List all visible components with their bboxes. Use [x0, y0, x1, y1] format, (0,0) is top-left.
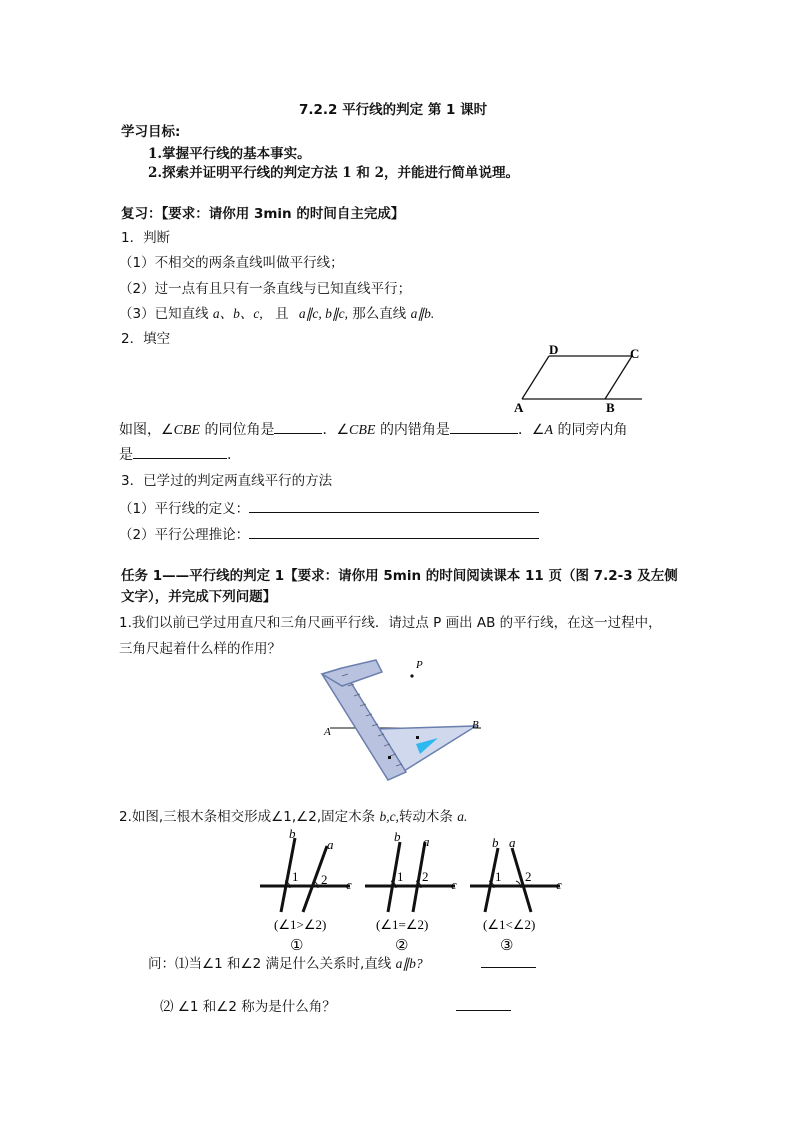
fig3-number: ③ — [500, 938, 514, 954]
fig2-number: ② — [395, 938, 409, 954]
ask-1 — [148, 955, 423, 973]
answer-blank-ask-1[interactable] — [481, 967, 536, 968]
fig3-label-b: b — [492, 835, 499, 850]
task1-heading-line-2: 文字），并完成下列问题】 — [121, 589, 277, 605]
q2-var-a: a. — [457, 809, 468, 824]
page-title: 7.2.2 平行线的判定 第 1 课时 — [299, 102, 488, 118]
fig3-caption: (∠1<∠2) — [483, 917, 536, 932]
side-bc — [605, 356, 632, 399]
q3-item-2-label: （2）平行公理推论： — [119, 527, 250, 543]
fig3-label-1: 1 — [495, 869, 502, 884]
fig2-label-a: a — [423, 834, 430, 849]
ruler-vertical-arm — [322, 668, 406, 780]
figure-3 — [470, 835, 562, 954]
fig3-label-c: c — [556, 877, 562, 892]
q2-text-4: 的内错角是 — [379, 422, 450, 438]
q2-text-2: 的同位角是 — [204, 422, 275, 438]
fig1-number: ① — [290, 938, 304, 954]
review-q3-item-1 — [119, 499, 539, 518]
q1-3-conclusion: a∥b. — [410, 306, 435, 321]
ruler-marker — [388, 756, 391, 759]
setsquare-marker — [416, 736, 419, 739]
fig1-label-c: c — [346, 877, 352, 892]
q1-3-then: 那么直线 — [352, 306, 407, 322]
goal-item-2: 2.探索并证明平行线的判定方法 1 和 2，并能进行简单说理。 — [148, 165, 519, 181]
q2-text-7: 是 — [119, 447, 133, 463]
goals-heading: 学习目标: — [121, 124, 181, 140]
review-q3-item-2 — [119, 525, 539, 544]
ask-1-var: a∥b? — [395, 956, 423, 971]
task1-heading-line-1: 任务 1——平行线的判定 1【要求：请你用 5min 的时间阅读课本 11 页（图 7.2-3 及左侧 — [121, 568, 678, 584]
q1-3-mid: 且 — [275, 306, 289, 322]
review-q2-line-2: 是 . — [119, 447, 232, 463]
figure-2 — [365, 829, 457, 954]
fig1-label-a: a — [327, 837, 334, 852]
goal-item-1: 1.掌握平行线的基本事实。 — [148, 146, 311, 162]
answer-blank-interior[interactable] — [133, 445, 227, 459]
q2-text-1: 如图，∠ — [119, 422, 174, 438]
review-q1-item-1: （1）不相交的两条直线叫做平行线； — [119, 255, 344, 271]
q2-angle-cbe-2: CBE — [349, 423, 376, 438]
task1-q2-text — [119, 808, 467, 826]
wood-sticks-figures — [255, 826, 575, 956]
q2-mid: 转动木条 — [398, 809, 453, 825]
label-p: P — [416, 659, 423, 671]
q2-text-6: 的同旁内角 — [557, 422, 628, 438]
answer-blank-alternate[interactable] — [450, 420, 518, 434]
fig2-label-b: b — [394, 829, 401, 844]
review-q1-item-2: （2）过一点有且只有一条直线与已知直线平行； — [119, 281, 412, 297]
answer-blank-ask-2[interactable] — [456, 1010, 511, 1011]
fig2-label-1: 1 — [397, 869, 404, 884]
fig2-label-c: c — [451, 877, 457, 892]
q2-text-5: ．∠ — [517, 422, 545, 438]
vertex-label-c: C — [630, 346, 640, 361]
vertex-label-d: D — [549, 342, 559, 357]
figure-1 — [260, 826, 352, 954]
point-p — [410, 674, 413, 677]
ask-2: ⑵ ∠1 和∠2 称为是什么角？ — [160, 999, 336, 1015]
fig1-label-b: b — [289, 826, 296, 841]
review-q2-line-1 — [119, 420, 628, 440]
answer-blank-definition[interactable] — [249, 499, 539, 513]
fig1-label-1: 1 — [292, 869, 299, 884]
answer-blank-corollary[interactable] — [249, 525, 539, 539]
label-b: B — [472, 719, 479, 731]
review-q2-title: 2．填空 — [121, 331, 171, 347]
q3-item-1-label: （1）平行线的定义： — [119, 501, 250, 517]
vertex-label-a: A — [514, 400, 524, 415]
fig3-label-a: a — [509, 835, 516, 850]
review-q3-title: 3．已学过的判定两直线平行的方法 — [121, 473, 333, 489]
q2-vars-bc: b,c, — [379, 809, 399, 824]
ruler-setsquare-figure — [318, 656, 488, 788]
fig2-caption: (∠1=∠2) — [376, 917, 429, 932]
q2-prefix: 2.如图,三根木条相交形成∠1,∠2,固定木条 — [119, 809, 376, 825]
ask-1-prefix: 问：⑴当∠1 和∠2 满足什么关系时,直线 — [148, 956, 392, 972]
review-q1-item-3 — [119, 305, 434, 323]
parallelogram-figure — [510, 342, 650, 414]
task1-q1-line-1: 1.我们以前已学过用直尺和三角尺画平行线．请过点 P 画出 AB 的平行线，在这一过程中， — [119, 615, 662, 631]
fig1-label-2: 2 — [321, 872, 328, 887]
task1-q1-line-2: 三角尺起着什么样的作用？ — [119, 641, 281, 657]
review-heading: 复习：【要求：请你用 3min 的时间自主完成】 — [121, 206, 405, 222]
q2-angle-cbe-1: CBE — [173, 423, 201, 438]
fig3-label-2: 2 — [525, 869, 532, 884]
label-a: A — [324, 726, 331, 738]
fig2-label-2: 2 — [422, 869, 429, 884]
answer-blank-corresponding[interactable] — [274, 420, 322, 434]
vertex-label-b: B — [606, 400, 615, 415]
q1-3-prefix: （3）已知直线 — [119, 306, 209, 322]
q1-3-relation: a∥c, b∥c, — [298, 306, 348, 321]
fig1-caption: (∠1>∠2) — [274, 917, 327, 932]
q2-text-3: ．∠ — [322, 422, 350, 438]
q2-angle-a: A — [544, 423, 554, 438]
review-q1-title: 1．判断 — [121, 230, 171, 246]
side-ad — [522, 356, 549, 399]
q1-3-vars: a、b、c, — [212, 306, 263, 321]
